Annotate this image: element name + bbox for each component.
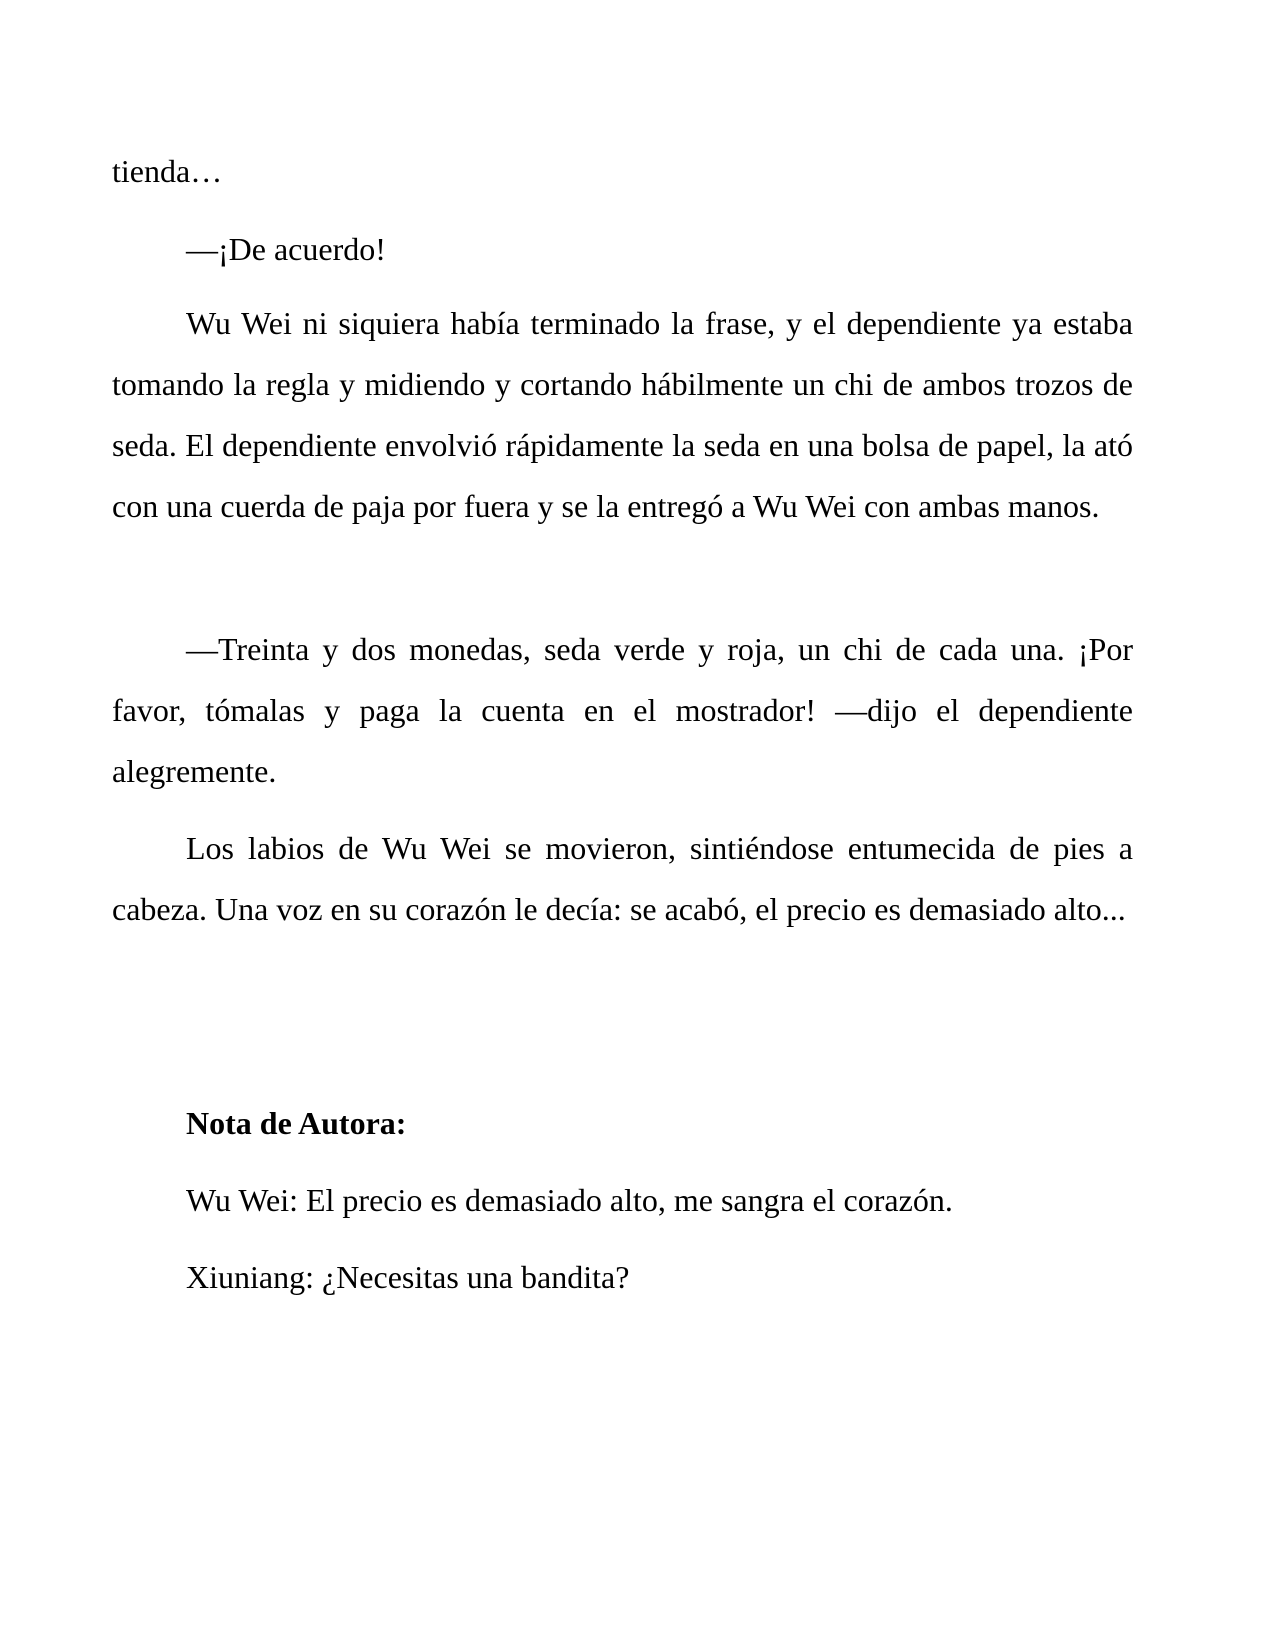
paragraph-dialogue-price: —Treinta y dos monedas, seda verde y roja, un chi de cada una. ¡Por favor, tómalas y paga la cuenta en el mostrador! —dijo el dependiente alegremente. — [112, 631, 1133, 789]
paragraph-narration-reaction: Los labios de Wu Wei se movieron, sintiéndose entumecida de pies a cabeza. Una voz en su corazón le decía: se acabó, el precio es demasiado alto... — [112, 830, 1133, 927]
paragraph-continuation: tienda… — [112, 153, 223, 189]
author-note-line: Xiuniang: ¿Necesitas una bandita? — [186, 1259, 630, 1295]
author-note-line: Wu Wei: El precio es demasiado alto, me sangra el corazón. — [186, 1182, 953, 1218]
author-note-heading: Nota de Autora: — [186, 1105, 407, 1141]
paragraph-dialogue-agreement: —¡De acuerdo! — [186, 231, 386, 267]
paragraph-narration-clerk: Wu Wei ni siquiera había terminado la frase, y el dependiente ya estaba tomando la regla y midiendo y cortando hábilmente un chi de ambos trozos de seda. El dependiente envolvió rápidamente la seda en una bolsa de papel, la ató con una cuerda de paja por fuera y se la entregó a Wu Wei con ambas manos. — [112, 305, 1133, 524]
